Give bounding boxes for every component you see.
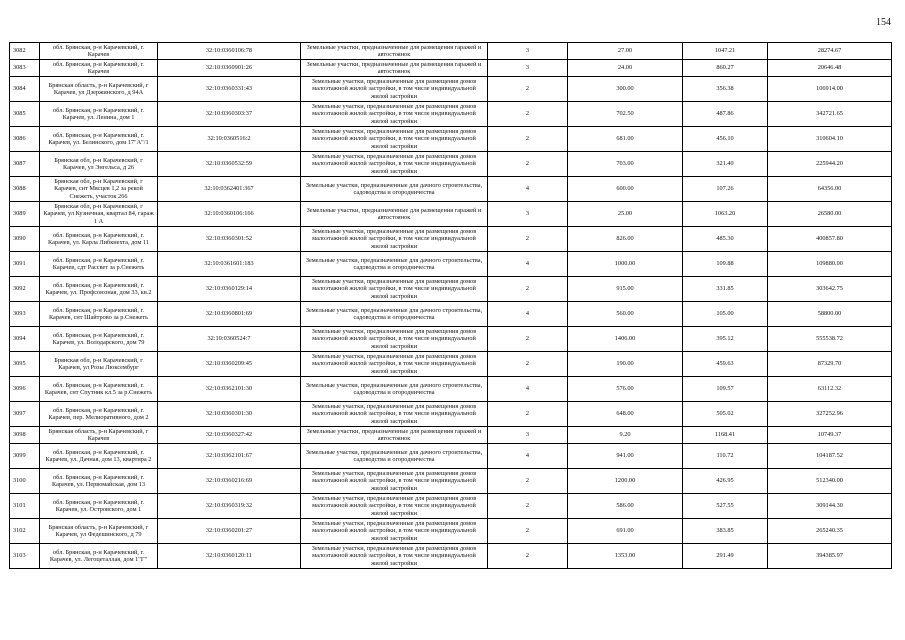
table-row (10, 377, 892, 402)
cadastral-number-cell: 32:10:0360301:30 (158, 402, 301, 427)
land-use-cell: Земельные участки, предназначенные для размещения домов малоэтажной жилой застройки, в том числе индивидуальной жилой застройки (301, 127, 488, 152)
group-cell: 2 (488, 494, 568, 519)
cadastral-number-cell: 32:10:0360129:14 (158, 277, 301, 302)
land-use-cell: Земельные участки, предназначенные для размещения домов малоэтажной жилой застройки, в том числе индивидуальной жилой застройки (301, 469, 488, 494)
address-cell: Брянская область, р-н Карачевский, г Карачев (40, 427, 158, 444)
specific-value-cell: 356.38 (683, 77, 768, 102)
area-cell: 24.00 (568, 60, 683, 77)
area-cell: 27.00 (568, 43, 683, 60)
group-cell: 2 (488, 352, 568, 377)
area-cell: 915.00 (568, 277, 683, 302)
land-use-cell: Земельные участки, предназначенные для дачного строительства, садоводства и огородничества (301, 302, 488, 327)
group-cell: 3 (488, 43, 568, 60)
address-cell: обл. Брянская, р-н Карачевский, г. Карачев, ул. Володарского, дом 79 (40, 327, 158, 352)
land-use-cell: Земельные участки, предназначенные для размещения домов малоэтажной жилой застройки, в том числе индивидуальной жилой застройки (301, 327, 488, 352)
row-number: 3096 (10, 377, 40, 402)
specific-value-cell: 1168.41 (683, 427, 768, 444)
cadastral-value-cell: 20646.48 (768, 60, 892, 77)
cadastral-value-cell: 555538.72 (768, 327, 892, 352)
table-row (10, 43, 892, 60)
land-use-cell: Земельные участки, предназначенные для размещения домов малоэтажной жилой застройки, в том числе индивидуальной жилой застройки (301, 494, 488, 519)
cadastral-number-cell: 32:10:0360216:69 (158, 469, 301, 494)
address-cell: обл. Брянская, р-н Карачевский, г. Карачев (40, 43, 158, 60)
land-use-cell: Земельные участки, предназначенные для дачного строительства, садоводства и огородничества (301, 444, 488, 469)
land-use-cell: Земельные участки, предназначенные для размещения домов малоэтажной жилой застройки, в том числе индивидуальной жилой застройки (301, 77, 488, 102)
address-cell: обл. Брянская, р-н Карачевский, г. Карачев, ул. Дачная, дом 13, квартира 2 (40, 444, 158, 469)
land-use-cell: Земельные участки, предназначенные для размещения домов малоэтажной жилой застройки, в том числе индивидуальной жилой застройки (301, 277, 488, 302)
cadastral-value-cell: 303642.75 (768, 277, 892, 302)
cadastral-number-cell: 32:10:0360319:32 (158, 494, 301, 519)
area-cell: 25.00 (568, 202, 683, 227)
land-use-cell: Земельные участки, предназначенные для дачного строительства, садоводства и огородничества (301, 252, 488, 277)
specific-value-cell: 860.27 (683, 60, 768, 77)
table-row (10, 352, 892, 377)
row-number: 3088 (10, 177, 40, 202)
group-cell: 2 (488, 102, 568, 127)
cadastral-number-cell: 32:10:0362101:67 (158, 444, 301, 469)
area-cell: 1000.00 (568, 252, 683, 277)
table-row (10, 469, 892, 494)
cadastral-value-cell: 327252.96 (768, 402, 892, 427)
land-use-cell: Земельные участки, предназначенные для размещения гаражей и автостоянок (301, 43, 488, 60)
group-cell: 2 (488, 152, 568, 177)
specific-value-cell: 110.72 (683, 444, 768, 469)
specific-value-cell: 456.10 (683, 127, 768, 152)
address-cell: Брянская обл, р-н Карачевский, г Карачев, ул Розы Люксембург (40, 352, 158, 377)
cadastral-number-cell: 32:10:0360524:7 (158, 327, 301, 352)
cadastral-number-cell: 32:10:0360516:2 (158, 127, 301, 152)
cadastral-number-cell: 32:10:0360209:45 (158, 352, 301, 377)
group-cell: 2 (488, 227, 568, 252)
group-cell: 4 (488, 444, 568, 469)
address-cell: обл. Брянская, р-н Карачевский, г. Карачев, ул. Первомайская, дом 13 (40, 469, 158, 494)
group-cell: 3 (488, 202, 568, 227)
land-use-cell: Земельные участки, предназначенные для размещения домов малоэтажной жилой застройки, в том числе индивидуальной жилой застройки (301, 544, 488, 569)
table-row (10, 202, 892, 227)
cadastral-value-cell: 64356.00 (768, 177, 892, 202)
specific-value-cell: 426.95 (683, 469, 768, 494)
group-cell: 3 (488, 427, 568, 444)
cadastral-number-cell: 32:10:0360331:43 (158, 77, 301, 102)
row-number: 3087 (10, 152, 40, 177)
land-use-cell: Земельные участки, предназначенные для размещения гаражей и автостоянок (301, 427, 488, 444)
group-cell: 4 (488, 377, 568, 402)
group-cell: 2 (488, 469, 568, 494)
table-row (10, 494, 892, 519)
land-use-cell: Земельные участки, предназначенные для дачного строительства, садоводства и огородничества (301, 377, 488, 402)
specific-value-cell: 383.85 (683, 519, 768, 544)
cadastral-number-cell: 32:10:0360303:37 (158, 102, 301, 127)
group-cell: 4 (488, 252, 568, 277)
address-cell: обл. Брянская, р-н Карачевский, г. Карачев, снт Спутник кл.5 за р.Снежеть (40, 377, 158, 402)
land-use-cell: Земельные участки, предназначенные для размещения домов малоэтажной жилой застройки, в том числе индивидуальной жилой застройки (301, 519, 488, 544)
row-number: 3082 (10, 43, 40, 60)
land-use-cell: Земельные участки, предназначенные для размещения домов малоэтажной жилой застройки, в том числе индивидуальной жилой застройки (301, 227, 488, 252)
cadastral-number-cell: 32:10:0360301:52 (158, 227, 301, 252)
specific-value-cell: 527.55 (683, 494, 768, 519)
address-cell: обл. Брянская, р-н Карачевский, г. Карачев, сдт Рассвет за р.Снежеть (40, 252, 158, 277)
address-cell: обл. Брянская, р-н Карачевский, г. Карачев, снт Шайтрово за р.Снежеть (40, 302, 158, 327)
table-row (10, 277, 892, 302)
table-row (10, 177, 892, 202)
table-row (10, 544, 892, 569)
table-row (10, 252, 892, 277)
cadastral-value-cell: 87329.70 (768, 352, 892, 377)
specific-value-cell: 459.63 (683, 352, 768, 377)
table-row (10, 444, 892, 469)
address-cell: Брянская область, р-н Карачевский, г Карачев, ул Дзержинского, д 94А (40, 77, 158, 102)
row-number: 3083 (10, 60, 40, 77)
row-number: 3090 (10, 227, 40, 252)
specific-value-cell: 109.88 (683, 252, 768, 277)
area-cell: 941.00 (568, 444, 683, 469)
group-cell: 4 (488, 177, 568, 202)
land-use-cell: Земельные участки, предназначенные для размещения домов малоэтажной жилой застройки, в том числе индивидуальной жилой застройки (301, 402, 488, 427)
cadastral-value-cell: 58800.00 (768, 302, 892, 327)
specific-value-cell: 107.26 (683, 177, 768, 202)
address-cell: обл. Брянская, р-н Карачевский, г. Карачев, ул. Островского, дом 1 (40, 494, 158, 519)
row-number: 3102 (10, 519, 40, 544)
row-number: 3095 (10, 352, 40, 377)
cadastral-value-cell: 63112.32 (768, 377, 892, 402)
specific-value-cell: 105.00 (683, 302, 768, 327)
area-cell: 691.00 (568, 519, 683, 544)
area-cell: 586.00 (568, 494, 683, 519)
group-cell: 3 (488, 60, 568, 77)
cadastral-value-cell: 309144.30 (768, 494, 892, 519)
cadastral-number-cell: 32:10:0362101:30 (158, 377, 301, 402)
specific-value-cell: 331.85 (683, 277, 768, 302)
cadastral-value-cell: 109880.00 (768, 252, 892, 277)
cadastral-value-cell: 26580.00 (768, 202, 892, 227)
address-cell: обл. Брянская, р-н Карачевский, г. Карачев, пер. Мелиоративного, дом 2 (40, 402, 158, 427)
group-cell: 2 (488, 277, 568, 302)
specific-value-cell: 1047.21 (683, 43, 768, 60)
cadastral-number-cell: 32:10:0360801:69 (158, 302, 301, 327)
area-cell: 648.00 (568, 402, 683, 427)
land-use-cell: Земельные участки, предназначенные для размещения гаражей и автостоянок (301, 202, 488, 227)
table-row (10, 519, 892, 544)
address-cell: Брянская область, р-н Карачевский, г Карачев, ул Федешинского, д 79 (40, 519, 158, 544)
table-row (10, 152, 892, 177)
cadastral-number-cell: 32:10:0360120:11 (158, 544, 301, 569)
land-use-cell: Земельные участки, предназначенные для размещения домов малоэтажной жилой застройки, в том числе индивидуальной жилой застройки (301, 152, 488, 177)
table-row (10, 302, 892, 327)
cadastral-value-cell: 265240.35 (768, 519, 892, 544)
area-cell: 681.00 (568, 127, 683, 152)
group-cell: 2 (488, 127, 568, 152)
cadastral-value-cell: 342721.65 (768, 102, 892, 127)
page-number: 154 (876, 17, 891, 28)
cadastral-number-cell: 32:10:0360327:42 (158, 427, 301, 444)
specific-value-cell: 487.86 (683, 102, 768, 127)
address-cell: Брянская обл, р-н Карачевский, г Карачев, снт Мясцев 1,2 за рекой Снежеть, участок 266 (40, 177, 158, 202)
address-cell: Брянская обл, р-н Карачевский, г Карачев, ул Кузнечная, квартал 84, гараж 1 А (40, 202, 158, 227)
cadastral-value-cell: 310604.10 (768, 127, 892, 152)
area-cell: 576.00 (568, 377, 683, 402)
row-number: 3092 (10, 277, 40, 302)
specific-value-cell: 505.02 (683, 402, 768, 427)
area-cell: 826.00 (568, 227, 683, 252)
cadastral-number-cell: 32:10:0361601:183 (158, 252, 301, 277)
group-cell: 2 (488, 544, 568, 569)
table-row (10, 327, 892, 352)
table-row (10, 127, 892, 152)
cadastral-value-cell: 400857.80 (768, 227, 892, 252)
table-row (10, 77, 892, 102)
specific-value-cell: 321.40 (683, 152, 768, 177)
cadastral-number-cell: 32:10:0362401:367 (158, 177, 301, 202)
table-row (10, 402, 892, 427)
table-row (10, 102, 892, 127)
cadastral-value-cell: 225944.20 (768, 152, 892, 177)
address-cell: обл. Брянская, р-н Карачевский, г. Карачев, ул. Профсоюзная, дом 33, кв.2 (40, 277, 158, 302)
address-cell: обл. Брянская, р-н Карачевский, г. Карачев, ул. Карла Либкнехта, дом 11 (40, 227, 158, 252)
group-cell: 4 (488, 302, 568, 327)
table-row (10, 60, 892, 77)
specific-value-cell: 1063.20 (683, 202, 768, 227)
row-number: 3086 (10, 127, 40, 152)
specific-value-cell: 109.57 (683, 377, 768, 402)
row-number: 3085 (10, 102, 40, 127)
row-number: 3099 (10, 444, 40, 469)
area-cell: 702.50 (568, 102, 683, 127)
cadastral-number-cell: 32:10:0360901:26 (158, 60, 301, 77)
row-number: 3103 (10, 544, 40, 569)
cadastral-value-cell: 104187.52 (768, 444, 892, 469)
area-cell: 600.00 (568, 177, 683, 202)
cadastral-value-cell: 394385.97 (768, 544, 892, 569)
row-number: 3084 (10, 77, 40, 102)
area-cell: 1406.00 (568, 327, 683, 352)
cadastral-number-cell: 32:10:0360532:59 (158, 152, 301, 177)
address-cell: Брянская обл, р-н Карачевский, г Карачев, ул Энгельса, д 26 (40, 152, 158, 177)
table-row (10, 227, 892, 252)
cadastral-value-cell: 28274.67 (768, 43, 892, 60)
area-cell: 190.00 (568, 352, 683, 377)
area-cell: 1353.00 (568, 544, 683, 569)
area-cell: 300.00 (568, 77, 683, 102)
address-cell: обл. Брянская, р-н Карачевский, г. Карачев, ул. Ленина, дом 1 (40, 102, 158, 127)
land-cadastral-table (9, 42, 892, 569)
row-number: 3097 (10, 402, 40, 427)
row-number: 3100 (10, 469, 40, 494)
land-use-cell: Земельные участки, предназначенные для дачного строительства, садоводства и огородничества (301, 177, 488, 202)
area-cell: 1200.00 (568, 469, 683, 494)
land-use-cell: Земельные участки, предназначенные для размещения домов малоэтажной жилой застройки, в том числе индивидуальной жилой застройки (301, 102, 488, 127)
row-number: 3101 (10, 494, 40, 519)
row-number: 3091 (10, 252, 40, 277)
cadastral-value-cell: 10749.37 (768, 427, 892, 444)
cadastral-value-cell: 512340.00 (768, 469, 892, 494)
cadastral-value-cell: 106914.00 (768, 77, 892, 102)
cadastral-number-cell: 32:10:0360106:78 (158, 43, 301, 60)
row-number: 3098 (10, 427, 40, 444)
land-use-cell: Земельные участки, предназначенные для размещения гаражей и автостоянок (301, 60, 488, 77)
area-cell: 703.00 (568, 152, 683, 177)
area-cell: 560.00 (568, 302, 683, 327)
land-use-cell: Земельные участки, предназначенные для размещения домов малоэтажной жилой застройки, в том числе индивидуальной жилой застройки (301, 352, 488, 377)
address-cell: обл. Брянская, р-н Карачевский, г. Карачев, ул. Белинского, дом 17"А"/1 (40, 127, 158, 152)
row-number: 3094 (10, 327, 40, 352)
row-number: 3089 (10, 202, 40, 227)
specific-value-cell: 485.30 (683, 227, 768, 252)
cadastral-number-cell: 32:10:0360201:27 (158, 519, 301, 544)
group-cell: 2 (488, 77, 568, 102)
address-cell: обл. Брянская, р-н Карачевский, г. Карачев, ул. Легоцеталлая, дом 1"Г" (40, 544, 158, 569)
group-cell: 2 (488, 519, 568, 544)
specific-value-cell: 291.49 (683, 544, 768, 569)
group-cell: 2 (488, 402, 568, 427)
area-cell: 9.20 (568, 427, 683, 444)
table-row (10, 427, 892, 444)
specific-value-cell: 395.12 (683, 327, 768, 352)
group-cell: 2 (488, 327, 568, 352)
cadastral-number-cell: 32:10:0360106:166 (158, 202, 301, 227)
address-cell: обл. Брянская, р-н Карачевский, г. Карачев (40, 60, 158, 77)
row-number: 3093 (10, 302, 40, 327)
